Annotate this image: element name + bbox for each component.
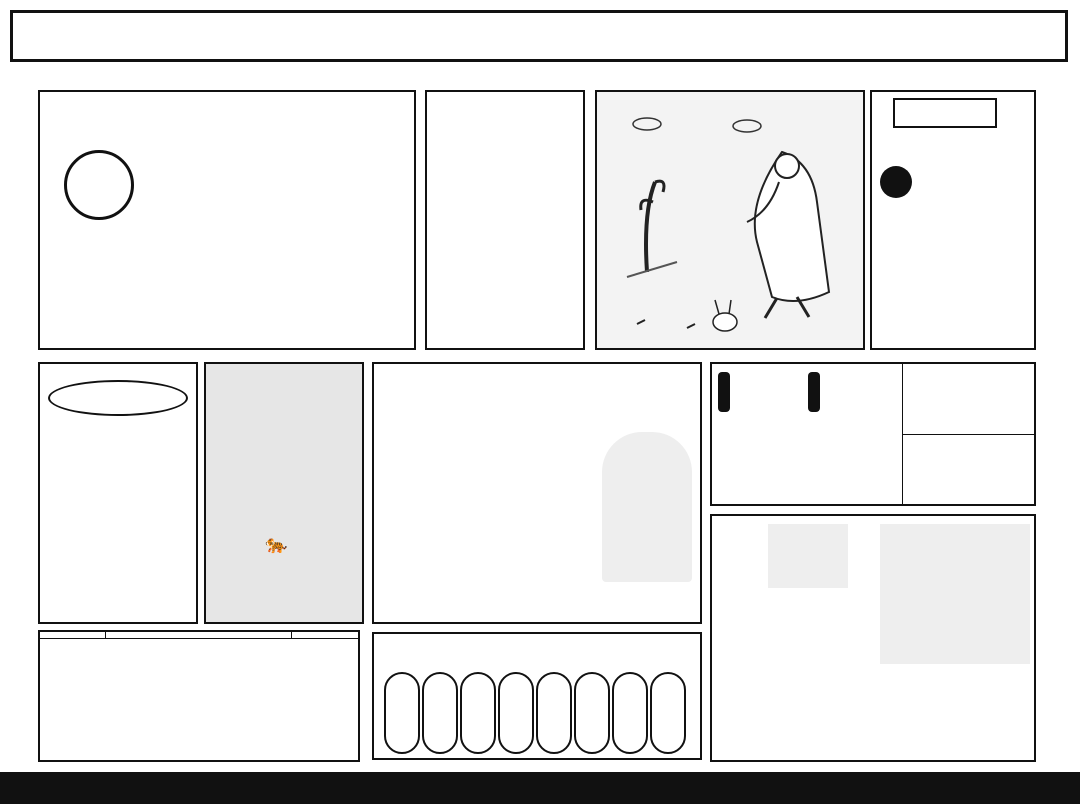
seek-code-title	[893, 98, 997, 128]
mark-six-strip-top	[12, 66, 1068, 86]
tiger-icon: 🐅	[265, 534, 288, 555]
oval-number	[460, 672, 496, 754]
oval-numbers-row	[384, 672, 686, 754]
opens-divider-h	[902, 434, 1036, 435]
oval-number	[498, 672, 534, 754]
mark-six-strip-right	[1044, 88, 1064, 768]
book-icon	[768, 524, 848, 588]
results-table	[38, 630, 360, 762]
seal-icon	[64, 150, 134, 220]
special-numbers-grid	[50, 446, 190, 488]
header-bar	[10, 10, 1068, 62]
oval-number	[422, 672, 458, 754]
explanation-tag	[718, 522, 758, 586]
moon-icon	[880, 166, 912, 198]
sage-illustration-icon	[602, 432, 692, 582]
oval-number	[650, 672, 686, 754]
lucky-numbers-grid	[432, 172, 578, 236]
masthead-box	[38, 90, 416, 350]
seek-code-box	[870, 90, 1036, 350]
immortal-illustration	[595, 90, 865, 350]
issue-number	[870, 14, 874, 38]
col-period	[40, 632, 106, 638]
oval-number	[384, 672, 420, 754]
oval-number	[574, 672, 610, 754]
col-color-trend	[292, 632, 358, 638]
poem-box	[204, 362, 364, 624]
oval-number	[612, 672, 648, 754]
total-open-tag	[718, 372, 730, 412]
footer-statement	[0, 772, 1080, 804]
scholar-illustration-icon	[880, 524, 1030, 664]
col-results	[106, 632, 292, 638]
mark-six-strip-left	[14, 88, 34, 768]
special-code-badge	[48, 380, 188, 416]
immortal-figure-icon	[597, 92, 863, 348]
results-table-header	[40, 632, 358, 639]
special-open-tag	[808, 372, 820, 412]
oval-number	[536, 672, 572, 754]
